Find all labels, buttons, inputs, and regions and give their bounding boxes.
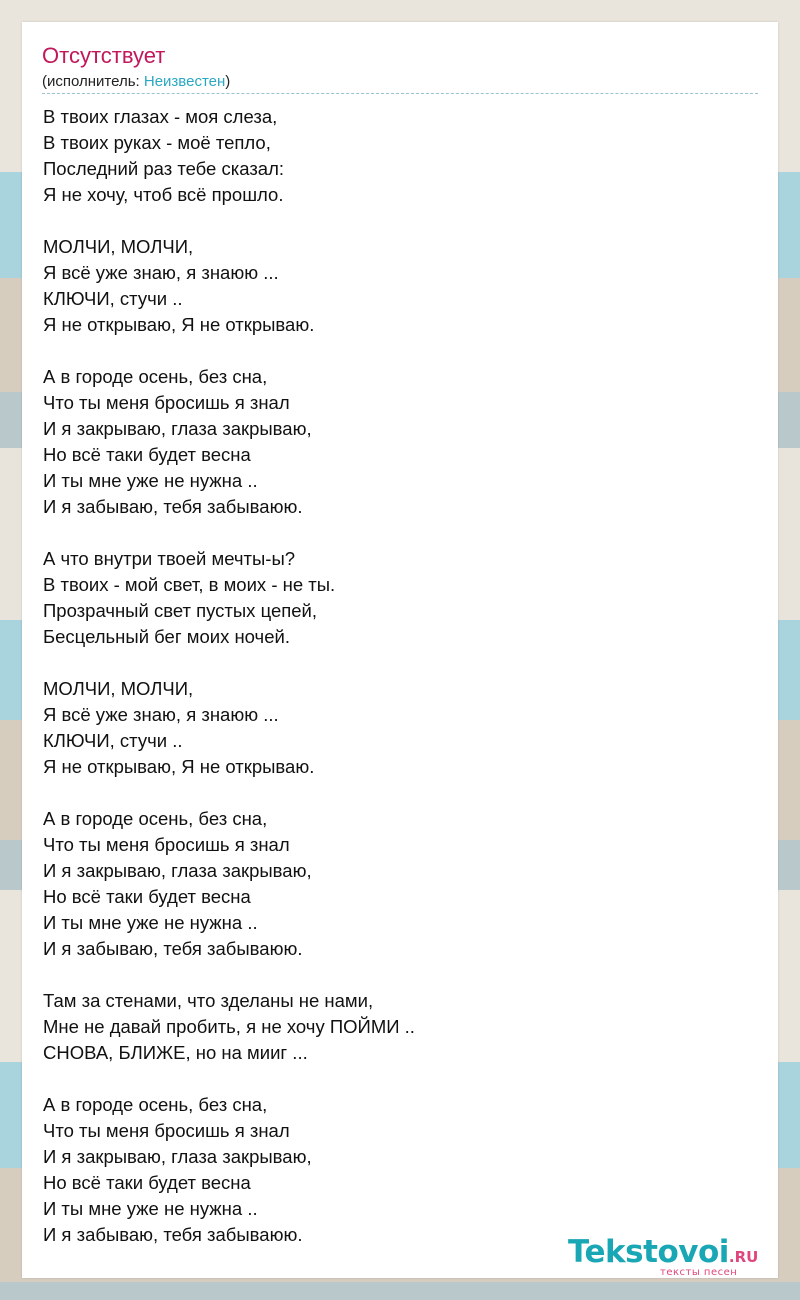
lyrics-line: Прозрачный свет пустых цепей,	[43, 600, 318, 621]
lyrics-line: В твоих глазах - моя слеза,	[43, 106, 278, 127]
lyrics-line: Что ты меня бросишь я знал	[43, 1120, 290, 1141]
lyrics-blank-line	[43, 650, 743, 676]
lyrics-line: КЛЮЧИ, стучи ..	[43, 288, 183, 309]
lyrics-line: И я забываю, тебя забываюю.	[43, 1224, 303, 1245]
lyrics-text	[43, 104, 743, 1248]
lyrics-line: А в городе осень, без сна,	[43, 808, 268, 829]
byline-suffix: )	[225, 73, 231, 90]
lyrics-line: И я закрываю, глаза закрываю,	[43, 1146, 312, 1167]
lyrics-line: В твоих - мой свет, в моих - не ты.	[43, 574, 336, 595]
lyrics-line: Я не открываю, Я не открываю.	[43, 756, 315, 777]
artist-link[interactable]: Неизвестен	[143, 73, 226, 90]
lyrics-line: МОЛЧИ, МОЛЧИ,	[43, 678, 194, 699]
artist-byline	[42, 73, 230, 91]
lyrics-line: Что ты меня бросишь я знал	[43, 392, 290, 413]
logo-tld: .RU	[728, 1248, 759, 1266]
lyrics-line: Мне не давай пробить, я не хочу ПОЙМИ ..	[43, 1016, 415, 1037]
lyrics-line: Бесцельный бег моих ночей.	[43, 626, 290, 647]
lyrics-blank-line	[43, 780, 743, 806]
lyrics-blank-line	[43, 520, 743, 546]
lyrics-line: Что ты меня бросишь я знал	[43, 834, 290, 855]
lyrics-line: Я всё уже знаю, я знаюю ...	[43, 262, 279, 283]
lyrics-line: Но всё таки будет весна	[43, 1172, 251, 1193]
lyrics-line: Я всё уже знаю, я знаюю ...	[43, 704, 279, 725]
lyrics-line: КЛЮЧИ, стучи ..	[43, 730, 183, 751]
lyrics-line: МОЛЧИ, МОЛЧИ,	[43, 236, 194, 257]
lyrics-line: Там за стенами, что зделаны не нами,	[43, 990, 374, 1011]
song-title: Отсутствует	[42, 43, 166, 68]
lyrics-blank-line	[43, 208, 743, 234]
lyrics-line: И ты мне уже не нужна ..	[43, 470, 258, 491]
lyrics-line: И ты мне уже не нужна ..	[43, 912, 258, 933]
lyrics-card	[22, 22, 778, 1278]
lyrics-blank-line	[43, 338, 743, 364]
lyrics-line: И ты мне уже не нужна ..	[43, 1198, 258, 1219]
lyrics-line: Я не хочу, чтоб всё прошло.	[43, 184, 284, 205]
lyrics-line: В твоих руках - моё тепло,	[43, 132, 271, 153]
lyrics-line: Но всё таки будет весна	[43, 886, 251, 907]
lyrics-line: И я закрываю, глаза закрываю,	[43, 860, 312, 881]
lyrics-line: Последний раз тебе сказал:	[43, 158, 285, 179]
lyrics-blank-line	[43, 962, 743, 988]
lyrics-line: Я не открываю, Я не открываю.	[43, 314, 315, 335]
logo-name: Tekstovoi	[568, 1234, 729, 1270]
lyrics-line: А в городе осень, без сна,	[43, 1094, 268, 1115]
lyrics-line: И я забываю, тебя забываюю.	[43, 938, 303, 959]
lyrics-line: И я забываю, тебя забываюю.	[43, 496, 303, 517]
site-logo[interactable]	[568, 1234, 778, 1278]
lyrics-line: Но всё таки будет весна	[43, 444, 251, 465]
byline-prefix: (исполнитель:	[42, 73, 144, 90]
lyrics-line: А в городе осень, без сна,	[43, 366, 268, 387]
lyrics-blank-line	[43, 1066, 743, 1092]
lyrics-line: СНОВА, БЛИЖЕ, но на мииг ...	[43, 1042, 308, 1063]
lyrics-line: И я закрываю, глаза закрываю,	[43, 418, 312, 439]
dashed-divider	[42, 93, 758, 94]
lyrics-line: А что внутри твоей мечты-ы?	[43, 548, 296, 569]
logo-tagline: тексты песен	[660, 1267, 738, 1278]
